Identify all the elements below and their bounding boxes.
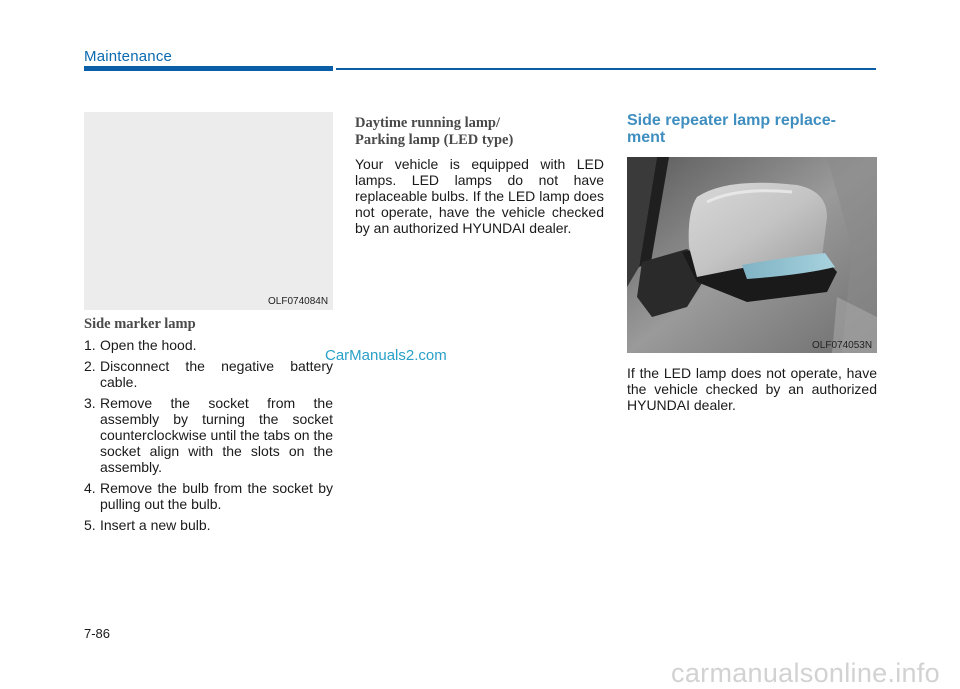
page-number: 7-86 (84, 626, 111, 641)
step-number: 1. (84, 337, 96, 353)
side-marker-heading: Side marker lamp (84, 316, 196, 332)
step-item (84, 395, 333, 475)
header-rule-thick (84, 66, 333, 71)
step-text: Remove the bulb from the socket by pulling out the bulb. (100, 480, 333, 512)
step-item (84, 337, 333, 353)
side-repeater-heading-line1: Side repeater lamp replace- (627, 112, 836, 129)
drl-body: Your vehicle is equipped with LED lamps. LED lamps do not have replaceable bulbs. If the LED lamp does not operate, have the vehicle checked by an authorized HYUNDAI dealer. (355, 156, 604, 236)
header-rule-thin (336, 68, 876, 70)
step-text: Disconnect the negative battery cable. (100, 358, 333, 390)
step-text: Remove the socket from the assembly by turning the socket counterclockwise until the tabs on the socket align with the slots on the assembly. (100, 395, 333, 475)
side-repeater-section (627, 112, 877, 146)
side-mirror-image (627, 157, 877, 353)
right-image-code: OLF074053N (812, 340, 873, 351)
step-number: 2. (84, 358, 96, 374)
side-repeater-heading-line2: ment (627, 129, 666, 146)
side-repeater-body: If the LED lamp does not operate, have the vehicle checked by an authorized HYUNDAI dealer. (627, 365, 877, 413)
step-item (84, 358, 333, 390)
section-title: Maintenance (84, 48, 173, 65)
side-marker-image (84, 112, 333, 310)
step-item (84, 517, 333, 533)
side-repeater-body-wrap (627, 365, 877, 413)
step-text: Open the hood. (100, 337, 197, 353)
left-image-code: OLF074084N (268, 296, 329, 307)
step-number: 4. (84, 480, 96, 496)
step-number: 3. (84, 395, 96, 411)
step-item (84, 480, 333, 512)
step-text: Insert a new bulb. (100, 517, 211, 533)
steps-list (84, 337, 333, 533)
drl-section (355, 115, 604, 236)
footer-watermark: carmanualsonline.info (671, 658, 940, 688)
drl-heading-line2: Parking lamp (LED type) (355, 132, 514, 148)
side-mirror-illustration (627, 157, 877, 353)
step-number: 5. (84, 517, 96, 533)
watermark: CarManuals2.com (325, 347, 447, 364)
drl-heading-line1: Daytime running lamp/ (355, 115, 501, 131)
side-marker-section (84, 316, 333, 538)
